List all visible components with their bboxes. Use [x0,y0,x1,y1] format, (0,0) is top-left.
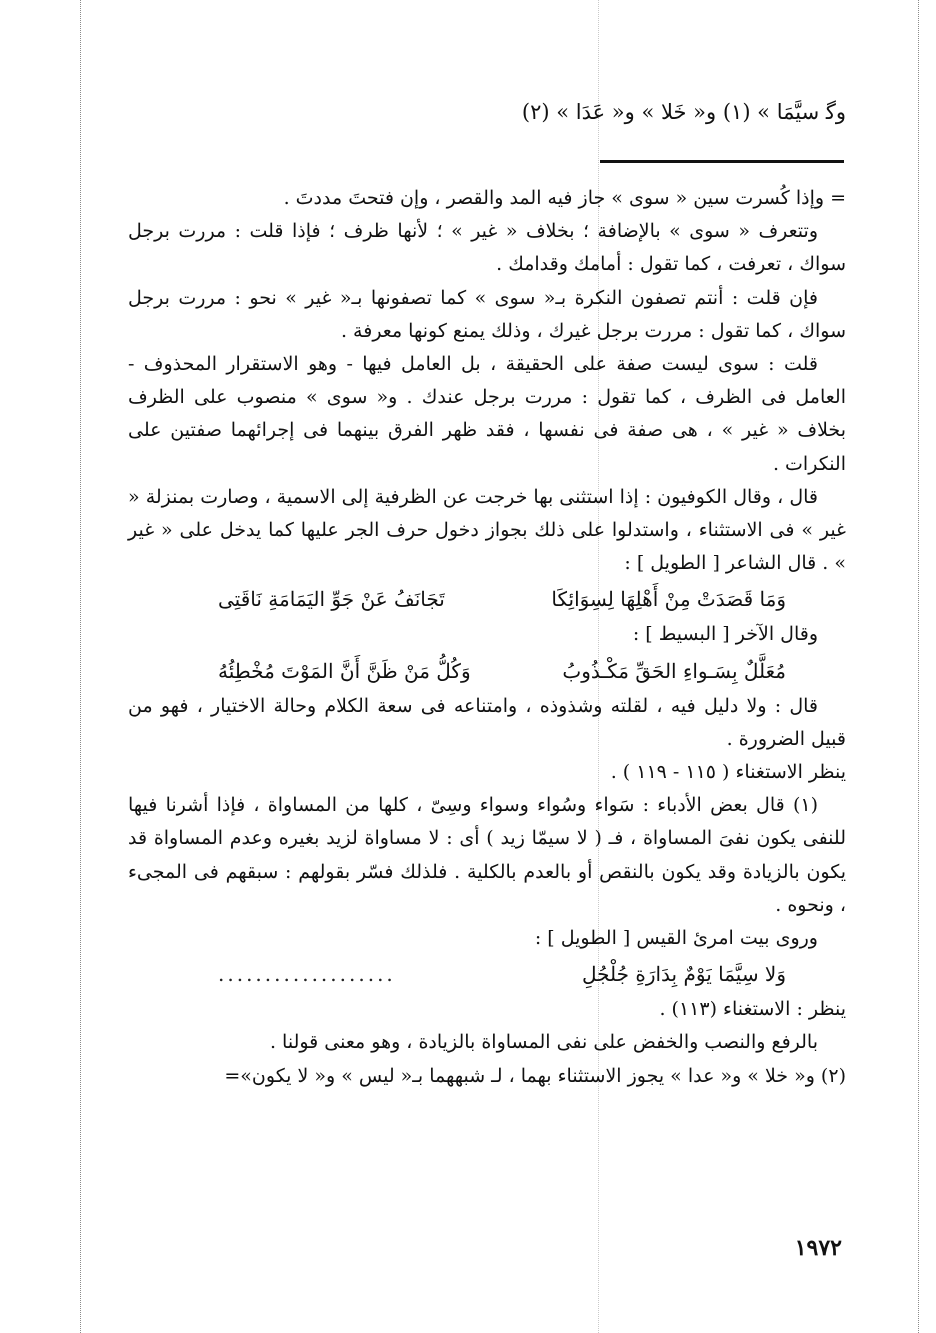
poetry-verse [128,652,846,690]
paragraph: وقال الآخر [ البسيط ] : [632,623,818,646]
paragraph: وروى بيت امرئ القيس [ الطويل ] : [534,927,818,950]
verse-first-hemistich: تَجَانَفُ عَنْ جَوِّ اليَمَامَةِ نَاقَتِى [218,587,445,612]
paragraph: ينظر : الاستغناء (١١٣) . [659,998,846,1021]
verse-first-hemistich: وَكُلُّ مَنْ ظَنَّ أَنَّ المَوْتَ مُخْطِئُهُ [218,658,471,683]
verse-second-hemistich: وَلا سِيَّمَا يَوْمٌ بِدَارَةِ جُلْجُلِ [581,962,786,987]
paragraph: ينظر الاستغناء ( ١١٥ - ١١٩ ) . [610,761,846,784]
paragraph: بالرفع والنصب والخفض على نفى المساواة بالزيادة ، وهو معنى قولنا . [269,1031,818,1054]
footnotes-body [128,182,846,1093]
page-number: ١٩٧٢ [794,1235,842,1261]
paragraph: وتتعرف « سوى » بالإضافة ؛ بخلاف « غير » ؛ لأنها ظرف ؛ فإذا قلت : مررت برجل سواك ، تعرفت ، كما تقول : أمامك وقدامك . [128,220,846,276]
header-text: وﮔ سيَّمَا » (١) و« خَلا » و« عَدَا » (٢) [521,100,846,124]
paragraph: قلت : سوى ليست صفة على الحقيقة ، بل العامل فيها - وهو الاستقرار المحذوف - العامل فى الظرف ، كما تقول : مررت برجل عندك . و« سوى » منصوب على الظرف بخلاف « غير » ، هى صفة فى نفسها ، فقد ظهر الفرق بينهما فى إجرائهما صفتين على النكرات . [128,353,846,475]
poetry-verse [128,955,846,993]
scan-edge-left [80,0,81,1333]
verse-second-hemistich: مُعَلَّلٌ بِسَـواءِ الحَقِّ مَكْـذُوبُ [562,658,786,683]
footnote-separator [600,160,844,163]
paragraph: (٢) و« خلا » و« عدا » يجوز الاستثناء بهما ، لـ شبههما بـ« ليس » و« لا يكون»= [224,1064,846,1087]
paragraph: (١) قال بعض الأدباء : سَواء وسُواء وسواء وسِىّ ، كلها من المساواة ، فإذا أشرنا فيها للنفى يكون نفىَ المساواة ، فـ ( لا سيمّا زيد ) أى : لا مساواة لزيد بغيره وعدم المساواة قد يكون بالزيادة وقد يكون بالنقص أو بالعدم بالكلية . فلذلك فسّر بقولهم : سبقهم فى المجىء ، ونحوه . [128,794,846,916]
verse-second-hemistich: وَمَا قَصَدَتْ مِنْ أَهْلِهَا لِسِوَائِكَا [551,587,786,612]
verse-omitted-hemistich: ................... [218,962,396,987]
paragraph: قال ، وقال الكوفيون : إذا استثنى بها خرجت عن الظرفية إلى الاسمية ، وصارت بمنزلة « غير » فى الاستثناء ، واستدلوا على ذلك بجواز دخول حرف الجر عليها كما يدخل على « غير » . قال الشاعر [ الطويل ] : [128,485,846,575]
paragraph: قال : ولا دليل فيه ، لقلته وشذوذه ، وامتناعه فى سعة الكلام وحالة الاختيار ، فهو من قبيل الضرورة . [128,694,846,750]
paragraph: فإن قلت : أنتم تصفون النكرة بـ« سوى » كما تصفونها بـ« غير » نحو : مررت برجل سواك ، كما تقول : مررت برجل غيرك ، وذلك يمنع كونها معرفة . [128,286,846,342]
poetry-verse [128,580,846,618]
paragraph: = وإذا كُسرت سين « سوى » جاز فيه المد والقصر ، وإن فتحتَ مددتَ . [283,187,846,209]
scan-edge-right [918,0,919,1333]
